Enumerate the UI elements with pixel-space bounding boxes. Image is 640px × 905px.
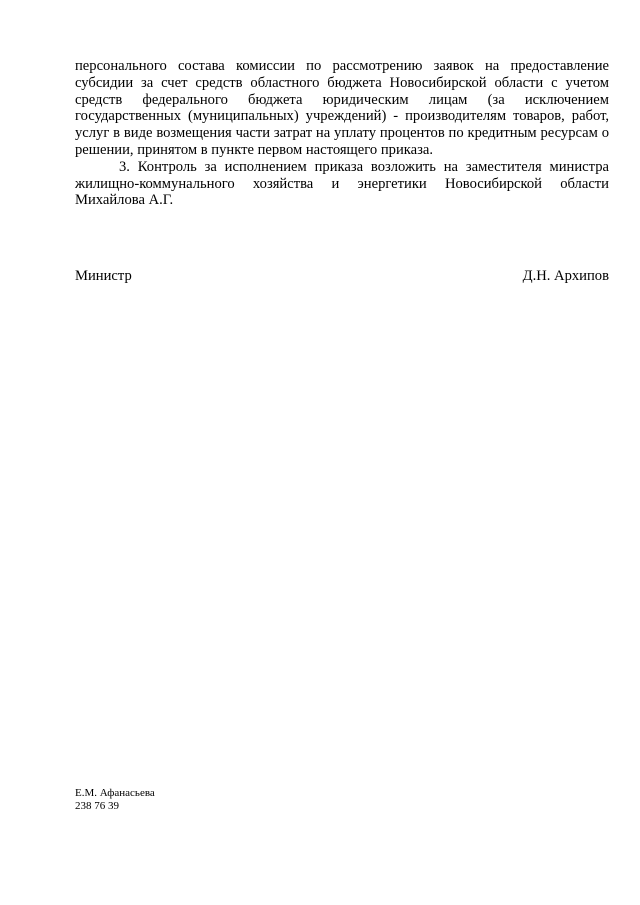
signatory-name: Д.Н. Архипов	[522, 268, 609, 284]
signatory-title: Министр	[75, 268, 132, 284]
executor-name: Е.М. Афанасьева	[75, 787, 155, 799]
paragraph-continuation: персонального состава комиссии по рассмотрению заявок на предоставление субсидии за счет средств областного бюджета Новосибирской области с учетом средств федерального бюджета юридическим лицам (за исключением государственных (муниципальных) учреждений) - производителям товаров, работ, услуг в виде возмещения части затрат на уплату процентов по кредитным ресурсам о решении, принятом в пункте первом настоящего приказа.	[75, 58, 609, 158]
executor-phone: 238 76 39	[75, 799, 119, 812]
executor-footer	[75, 787, 155, 812]
signature-block	[75, 268, 609, 285]
document-body	[75, 58, 609, 209]
paragraph-item-3: 3. Контроль за исполнением приказа возложить на заместителя министра жилищно-коммунального хозяйства и энергетики Новосибирской области Михайлова А.Г.	[75, 158, 609, 209]
